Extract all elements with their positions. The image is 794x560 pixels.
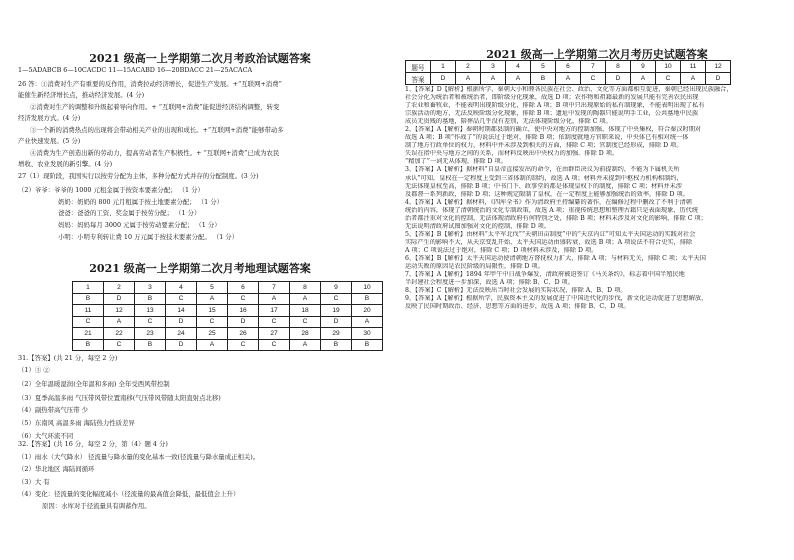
history-line: 反映了民国时期政治、经济、思想等方面的进步，故选 A 项；排除 B、C、D 项。 — [405, 303, 630, 311]
geography-table-cell: 13 — [135, 305, 166, 317]
history-line: 制了地方行政单位的权力，材料中并未涉及到相关的方面，排除 C 项；官制度已经形成，排除 D 项。 — [405, 142, 683, 150]
geography-table-cell: A — [197, 293, 228, 305]
geography-table-cell: 23 — [135, 328, 166, 340]
history-table-cell: 4 — [506, 61, 531, 73]
politics-line: （2）爷爷：爷爷的 1000 元租金属于按资本要素分配； （1 分） — [18, 186, 204, 194]
geography-line: 32.【答案】(共 16 分，每空 2 分，第（4）题 4 分) — [18, 440, 168, 448]
geography-line: （3）夏季高温多雨 气压带风带位置南移(气压带风带随太阳直射点北移) — [18, 394, 221, 402]
geography-table-cell: A — [290, 293, 321, 305]
geography-line: （4）副热带高气压带 少 — [18, 406, 89, 414]
geography-table-cell: 4 — [166, 282, 197, 294]
history-line: 8、【答案】C【解析】无法反映出当时社会发展的实际状况，排除 A、B、D 项。 — [405, 287, 627, 295]
geography-table-cell: D — [104, 293, 135, 305]
geography-table-cell: C — [73, 316, 104, 328]
politics-line: 奶奶：奶奶的 800 元月租属于按土地要素分配； （1 分） — [58, 198, 223, 206]
geography-table-cell: B — [352, 293, 383, 305]
history-table-cell: A — [481, 73, 506, 85]
geography-table-cell: 24 — [166, 328, 197, 340]
geography-table-cell: 20 — [352, 305, 383, 317]
history-line: 7、【答案】A【解析】1894 年甲午中日战争爆发，清政府被迫签订《马关条约》，标志着中国半殖民地 — [405, 271, 685, 279]
history-line: 无法体现皇权至高，排除 B 项；中书门下、政事堂的都是体现皇权下的制度，排除 C 项；材料并未涉 — [405, 182, 683, 190]
geography-table-cell: B — [321, 339, 352, 351]
history-table-cell: C — [656, 73, 681, 85]
geography-table-row — [73, 316, 383, 328]
geography-table-cell: C — [228, 293, 259, 305]
history-table-cell: 2 — [456, 61, 481, 73]
geography-table-cell: C — [259, 316, 290, 328]
history-line: 运动失败的原因是农民阶级的局限性，排除 D 项。 — [405, 263, 544, 271]
politics-line: 1—5ADABCB 6—10CACDC 11—15ACABD 16—20BDACC 21—25ACACA — [18, 66, 253, 74]
history-table-cell: 6 — [556, 61, 581, 73]
politics-line: 爸爸：爸爸的工资、奖金属于按劳分配； （1 分） — [58, 209, 201, 217]
geography-table-cell: B — [73, 293, 104, 305]
history-line: 2、【答案】A【解析】秦朝时期郡县制的确立，使中央对地方的控制加强，体现了中央集权，符合秦汉时期对 — [405, 126, 702, 134]
politics-line: ②消费对生产的调整和升级起着导向作用。+ “互联网+消费”能促进经济结构调整，转变 — [30, 103, 280, 111]
history-line: 6、【答案】B【解析】太平天国运动使清朝地方督抚权力扩大，排除 A 项；与材料无关，排除 C 项；太平天国 — [405, 254, 706, 262]
politics-line: 26 答：①消费对生产有重要的反作用，消费拉动经济增长，促进生产发展。+“互联网+消费” — [18, 80, 282, 88]
geography-table-cell: B — [135, 293, 166, 305]
geography-line: （5）东南风 高温多雨 海陆热力性质差异 — [18, 419, 135, 427]
history-table-cell: 题号 — [406, 61, 431, 73]
history-line: 了农业和畜牧业，不能表明出现阶级分化，排除 A 项；B 项中只出现原始的私有制现象，不能表明出现了私有 — [405, 102, 705, 110]
history-table-cell: D — [706, 73, 731, 85]
history-line: 无法说明清政府试图加强对文化的控制，排除 D 项。 — [405, 222, 551, 230]
geography-table-cell: C — [197, 316, 228, 328]
geography-line: （4）变化：径流量的变化幅度减小（径流量的最高值会降低，最低值会上升） — [18, 490, 240, 498]
history-table-cell: 答案 — [406, 73, 431, 85]
history-line: 统治的内容，体现了清朝统治的文化专制政策，故选 A 项；重视传统思想和整理古籍只是表面现象，历代统 — [405, 206, 699, 214]
geography-line: （1）③ ② — [18, 366, 50, 374]
history-table-cell: 8 — [606, 61, 631, 73]
history-line: 社会分化为统治者和被统治者，即阶级分化现象，故选 D 项；农作物和祖籍最新的发展只能有完善农民出现 — [405, 94, 699, 102]
politics-title: 2021 级高一上学期第二次月考政治试题答案 — [89, 52, 311, 65]
geography-answer-table — [72, 281, 383, 351]
history-table-cell: 10 — [656, 61, 681, 73]
geography-table-cell: 17 — [259, 305, 290, 317]
geography-table-cell: C — [104, 339, 135, 351]
politics-line: ③一个新的消费热点的出现将会带动相关产业的出现和成长。+“互联网+消费”能够带动多 — [30, 126, 284, 134]
geography-table-cell: 18 — [290, 305, 321, 317]
geography-table-cell: B — [73, 339, 104, 351]
geography-table-cell: 11 — [73, 305, 104, 317]
history-line: 故选 A 项；B 项“作战了”的说法过于绝对，排除 B 项；依制度就地方官职来说，中央体已有相对统一体 — [405, 134, 689, 142]
geography-table-cell: 12 — [104, 305, 135, 317]
geography-line: （1）雨水（大气降水） 径流量与降水量的变化基本一致(径流量与降水量成正相关)。 — [18, 453, 260, 461]
geography-line: 原因：水库对于径流量具有调蓄作用。 — [42, 502, 151, 510]
history-line: 半封建社会程度进一步加深，故选 A 项；排除 B、C、D 项。 — [405, 279, 574, 287]
geography-line: （2）华北地区 海陆间循环 — [18, 465, 95, 473]
geography-table-cell: D — [228, 316, 259, 328]
geography-table-cell: 25 — [197, 328, 228, 340]
history-line: 4、【答案】A【解析】据材料，《四库全书》作为清政府主持编纂的著作，在编修过程中删改了不利于清朝 — [405, 198, 692, 206]
history-table-cell: 3 — [481, 61, 506, 73]
geography-table-cell: B — [352, 339, 383, 351]
history-line: 9、【答案】A【解析】根据所学，民族资本主义的发展促进了中国近代化的步伐，新文化运动促进了思想解放， — [405, 295, 708, 303]
geography-line: （2）全年温暖湿润(全年温和多雨) 全年受西风带控制 — [18, 380, 170, 388]
history-answer-table — [405, 60, 731, 85]
politics-line: 能催生新经济增长点，推动经济发展。(4 分) — [18, 91, 145, 99]
geography-table-row — [73, 339, 383, 351]
history-title: 2021 级高一上学期第二次月考历史试题答案 — [486, 48, 708, 61]
geography-table-row — [73, 305, 383, 317]
geography-table-cell: A — [197, 339, 228, 351]
history-line: 承认”可知，皇权在一定程度上受到三省体制的制约，故选 A 项；材料并未提到中枢权力机构相制约， — [405, 174, 683, 182]
history-table-cell: 11 — [681, 61, 706, 73]
geography-table-cell: 2 — [104, 282, 135, 294]
history-line: 1、【答案】D【解析】根据所学，秦朝大小和睦各民族在社会、政治、文化等方面都相互促进，秦朝已经出现民族融合， — [405, 86, 733, 93]
geography-table-cell: 6 — [228, 282, 259, 294]
geography-table-cell: 15 — [197, 305, 228, 317]
politics-line: 妈妈：妈妈每月 3000 元属于按劳动要素分配； （1 分） — [58, 221, 221, 229]
geography-table-cell: 3 — [135, 282, 166, 294]
geography-table-row — [73, 282, 383, 294]
history-table-cell: 9 — [631, 61, 656, 73]
history-table-cell: 7 — [581, 61, 606, 73]
history-line: 成员无贵贱的墓地，陪葬品几乎没有差别，无法体现阶级分化，排除 C 项。 — [405, 118, 612, 126]
geography-line: （6）大气环流不同 — [18, 432, 74, 440]
politics-line: 增收、农业发展的新引擎。(4 分) — [18, 160, 113, 168]
geography-table-cell: C — [259, 339, 290, 351]
geography-table-cell: C — [135, 316, 166, 328]
geography-table-cell: 21 — [73, 328, 104, 340]
geography-table-cell: 7 — [259, 282, 290, 294]
history-table-cell: A — [456, 73, 481, 85]
geography-table-cell: 28 — [290, 328, 321, 340]
history-table-cell: A — [631, 73, 656, 85]
geography-table-cell: A — [290, 339, 321, 351]
history-table-cell: D — [431, 73, 456, 85]
history-table-cell: A — [556, 73, 581, 85]
history-table-cell: C — [581, 73, 606, 85]
politics-line: ④消费为生产创造出新的劳动力，提高劳动者生产积极性。+ “互联网+消费”已成为农民 — [30, 149, 280, 157]
geography-table-cell: B — [135, 339, 166, 351]
history-line: 5、【答案】B【解析】由材料“太平军北伐”“天朝田亩制度”中的“天京内讧”可知太平天国运动的实践对社会 — [405, 230, 696, 238]
geography-table-cell: C — [290, 316, 321, 328]
history-table-cell: B — [531, 73, 556, 85]
history-table-row — [406, 61, 731, 73]
history-table-cell: 1 — [431, 61, 456, 73]
history-analysis — [405, 86, 785, 311]
geography-table-cell: D — [166, 316, 197, 328]
politics-line: 小明：小明专利转让费 10 万元属于按技术要素分配。 （1 分） — [58, 233, 239, 241]
history-line: A 项；C 项说法过于绝对，排除 C 项；D 项材料未涉及，排除 D 项。 — [405, 246, 598, 254]
history-line: 治者都注重对文化的控制，无法体现清政府有何特别之处，排除 B 项；材料未涉及对文化的影响，排除 C 项； — [405, 214, 707, 222]
geography-table-cell: 26 — [228, 328, 259, 340]
politics-line: 产业快速发展。(5 分) — [18, 137, 81, 145]
geography-table-cell: D — [166, 339, 197, 351]
geography-table-cell: 29 — [321, 328, 352, 340]
geography-table-cell: 16 — [228, 305, 259, 317]
geography-line: 31.【答案】(共 21 分，每空 2 分) — [18, 354, 118, 362]
geography-table-cell: C — [321, 293, 352, 305]
geography-table-cell: D — [321, 316, 352, 328]
geography-table-cell: A — [104, 316, 135, 328]
geography-title: 2021 级高一上学期第二次月考地理试题答案 — [89, 262, 311, 275]
geography-table-cell: C — [228, 339, 259, 351]
history-table-cell: 12 — [706, 61, 731, 73]
geography-table-cell: A — [352, 316, 383, 328]
history-line: 失误在指中央与地方之间的关系，而材料反映出中央权力的加强。排除 D 项。 — [405, 150, 619, 158]
history-line: “精加了”一词无从体现，排除 D 项。 — [405, 158, 507, 166]
history-table-cell: 5 — [531, 61, 556, 73]
geography-table-cell: 10 — [352, 282, 383, 294]
history-line: 宗族活动的地方，无法反映阶级分化现象，排除 B 项；遗址中发现的陶器只能说明手工业，公共墓地中民族 — [405, 110, 699, 118]
politics-line: 27（1）现阶段，我国实行以按劳分配为主体，多种分配方式并存的分配制度。(3 分) — [18, 172, 259, 180]
geography-table-cell: A — [259, 293, 290, 305]
history-table-cell: A — [681, 73, 706, 85]
geography-table-cell: 5 — [197, 282, 228, 294]
geography-line: （3）大 有 — [18, 478, 50, 486]
geography-table-cell: C — [166, 293, 197, 305]
geography-table-cell: 30 — [352, 328, 383, 340]
geography-table-cell: 27 — [259, 328, 290, 340]
history-table-row — [406, 73, 731, 85]
geography-table-cell: 19 — [321, 305, 352, 317]
history-line: 实际产生的影响不大，从天京变乱开始，太平天国运动由盛转衰，故选 B 项；A 项说法不符合史实，排除 — [405, 238, 693, 246]
geography-table-row — [73, 293, 383, 305]
geography-table-cell: 14 — [166, 305, 197, 317]
geography-table-cell: 9 — [321, 282, 352, 294]
history-line: 及都督一系列新政，排除 D 项；这种规定限制了皇权，在一定程度上能够加强统治的效率，排除 D 项。 — [405, 190, 689, 198]
geography-table-cell: 1 — [73, 282, 104, 294]
geography-table-cell: 22 — [104, 328, 135, 340]
politics-line: 经济发展方式。(4 分) — [18, 114, 81, 122]
history-table-cell: A — [506, 73, 531, 85]
geography-table-row — [73, 328, 383, 340]
history-line: 3、【答案】A【解析】据材料“自皇帝直接发出的命令，在由群臣决议为前提制约，不能为下属机关所 — [405, 166, 680, 174]
history-table-cell: D — [606, 73, 631, 85]
geography-table-cell: 8 — [290, 282, 321, 294]
